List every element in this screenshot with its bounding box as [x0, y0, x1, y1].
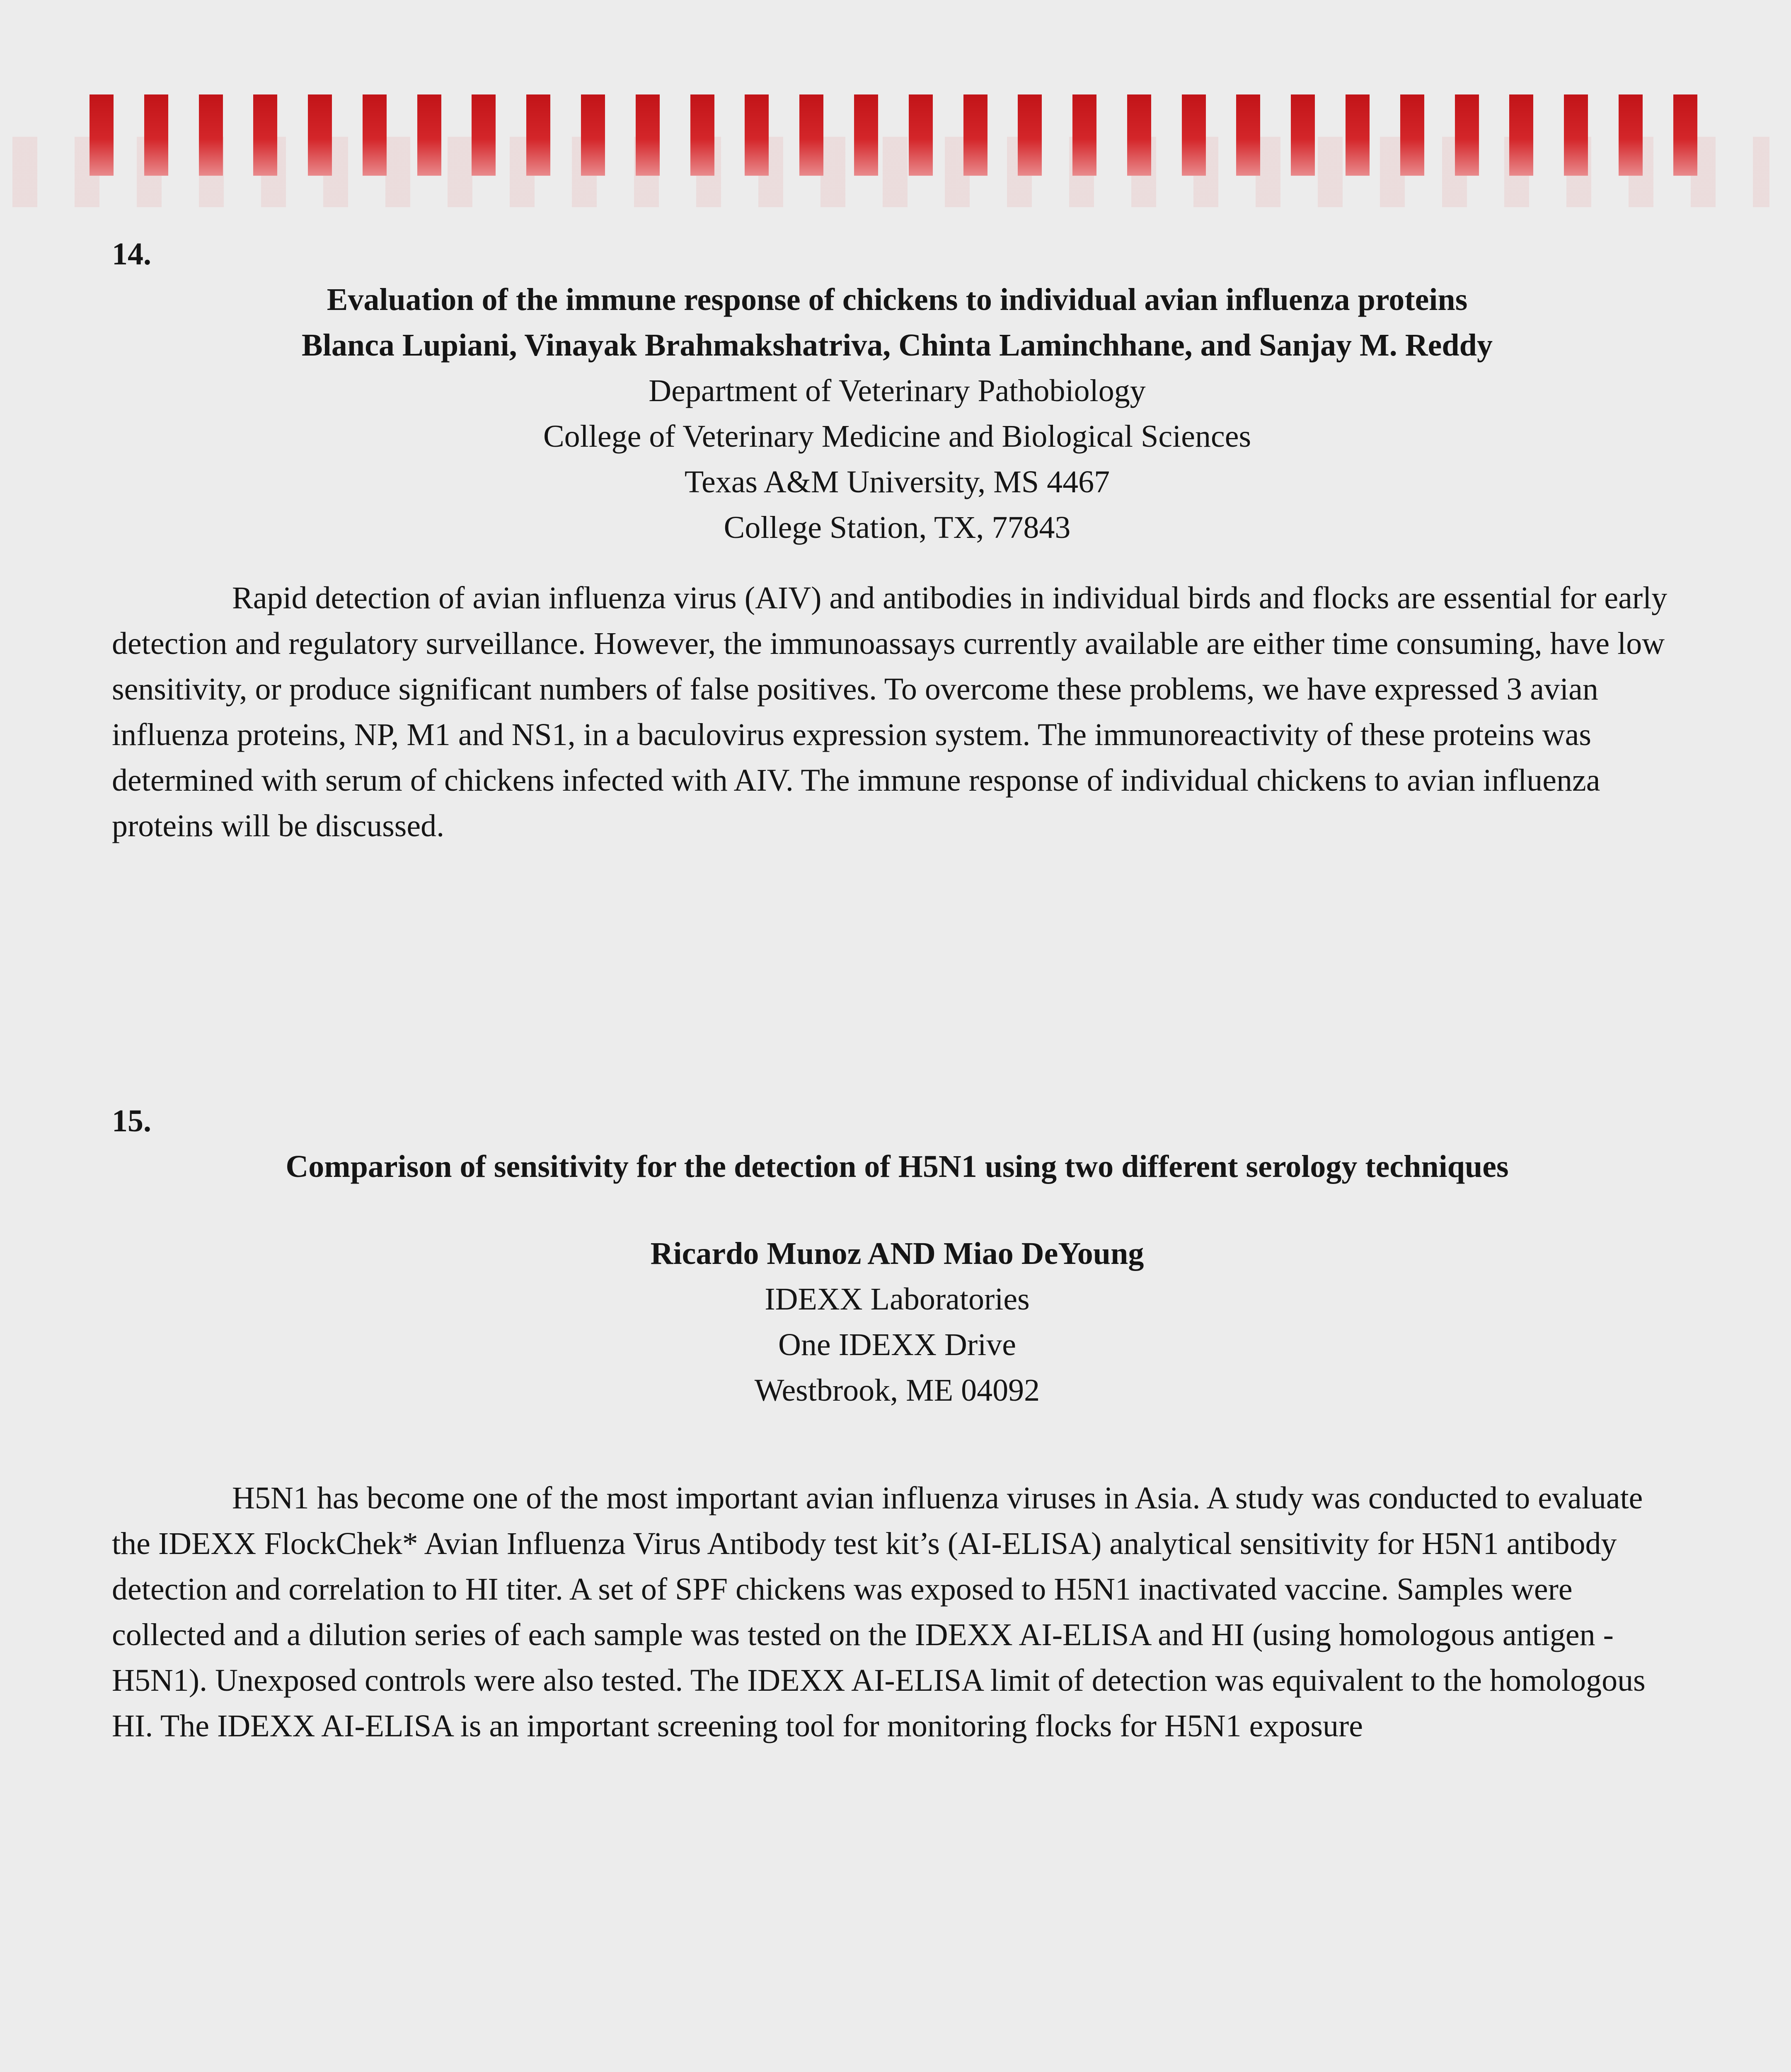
header-band-bar [526, 94, 550, 176]
abstract-body: H5N1 has become one of the most important avian influenza viruses in Asia. A study was conducted to evaluate the IDEXX FlockChek* Avian Influenza Virus Antibody test kit’s (AI-ELISA) analytical sensitivity for H5N1 antibody detection and correlation to HI titer. A set of SPF chickens was exposed to H5N1 inactivated vaccine. Samples were collected and a dilution series of each sample was tested on the IDEXX AI-ELISA and HI (using homologous antigen - H5N1). Unexposed controls were also tested. The IDEXX AI-ELISA limit of detection was equivalent to the homologous HI. The IDEXX AI-ELISA is an important screening tool for monitoring flocks for H5N1 exposure [112, 1481, 1646, 1743]
header-band-bar [745, 94, 769, 176]
header-band-bar [1127, 94, 1151, 176]
affiliation-line: Department of Veterinary Pathobiology [649, 373, 1146, 408]
header-band-bar [854, 94, 878, 176]
header-band-bar [1564, 94, 1588, 176]
header-band-bar [1346, 94, 1370, 176]
header-band-bar [1509, 94, 1533, 176]
header-band-bar [909, 94, 933, 176]
affiliation-line: IDEXX Laboratories [765, 1282, 1030, 1317]
abstract-title: Comparison of sensitivity for the detection of H5N1 using two different serology techniques [286, 1149, 1509, 1184]
header-band-bar [199, 94, 223, 176]
header-band-bar [1455, 94, 1479, 176]
header-band-bar [90, 94, 114, 176]
header-band-bar [472, 94, 496, 176]
affiliation-line: College of Veterinary Medicine and Biological Sciences [543, 419, 1251, 454]
header-band-bar [1673, 94, 1697, 176]
header-band-bar [1072, 94, 1096, 176]
affiliation-line: College Station, TX, 77843 [724, 510, 1071, 545]
affiliation-line: One IDEXX Drive [778, 1327, 1017, 1362]
header-band-bar [144, 94, 168, 176]
abstract-15 [112, 1102, 1682, 1749]
header-band-bar [308, 94, 332, 176]
header-band-bar [581, 94, 605, 176]
header-band-bar [1182, 94, 1206, 176]
header-band-bar [1291, 94, 1315, 176]
abstract-14 [112, 235, 1682, 849]
header-band-bar [690, 94, 714, 176]
header-band-bar [963, 94, 987, 176]
header-band-bar [799, 94, 823, 176]
header-band-bar [1018, 94, 1042, 176]
abstract-authors: Blanca Lupiani, Vinayak Brahmakshatriva, Chinta Laminchhane, and Sanjay M. Reddy [302, 328, 1493, 363]
abstract-number: 15. [112, 1104, 151, 1138]
header-band-bar [1619, 94, 1643, 176]
header-band-bar [636, 94, 660, 176]
header-band-bar [253, 94, 277, 176]
header-band-bar [1236, 94, 1260, 176]
header-band-bar [1400, 94, 1424, 176]
affiliation-line: Westbrook, ME 04092 [754, 1373, 1040, 1408]
abstract-title: Evaluation of the immune response of chickens to individual avian influenza proteins [327, 282, 1468, 317]
abstract-authors: Ricardo Munoz AND Miao DeYoung [650, 1236, 1144, 1271]
affiliation-line: Texas A&M University, MS 4467 [684, 465, 1110, 499]
header-band-bar [363, 94, 387, 176]
abstract-body: Rapid detection of avian influenza virus (AIV) and antibodies in individual birds and flocks are essential for early detection and regulatory surveillance. However, the immunoassays currently available are either time consuming, have low sensitivity, or produce significant numbers of false positives. To overcome these problems, we have expressed 3 avian influenza proteins, NP, M1 and NS1, in a baculovirus expression system. The immunoreactivity of these proteins was determined with serum of chickens infected with AIV. The immune response of individual chickens to avian influenza proteins will be discussed. [112, 581, 1668, 843]
abstract-number: 14. [112, 237, 151, 271]
red-header-band [90, 94, 1697, 176]
header-band-bar [417, 94, 441, 176]
